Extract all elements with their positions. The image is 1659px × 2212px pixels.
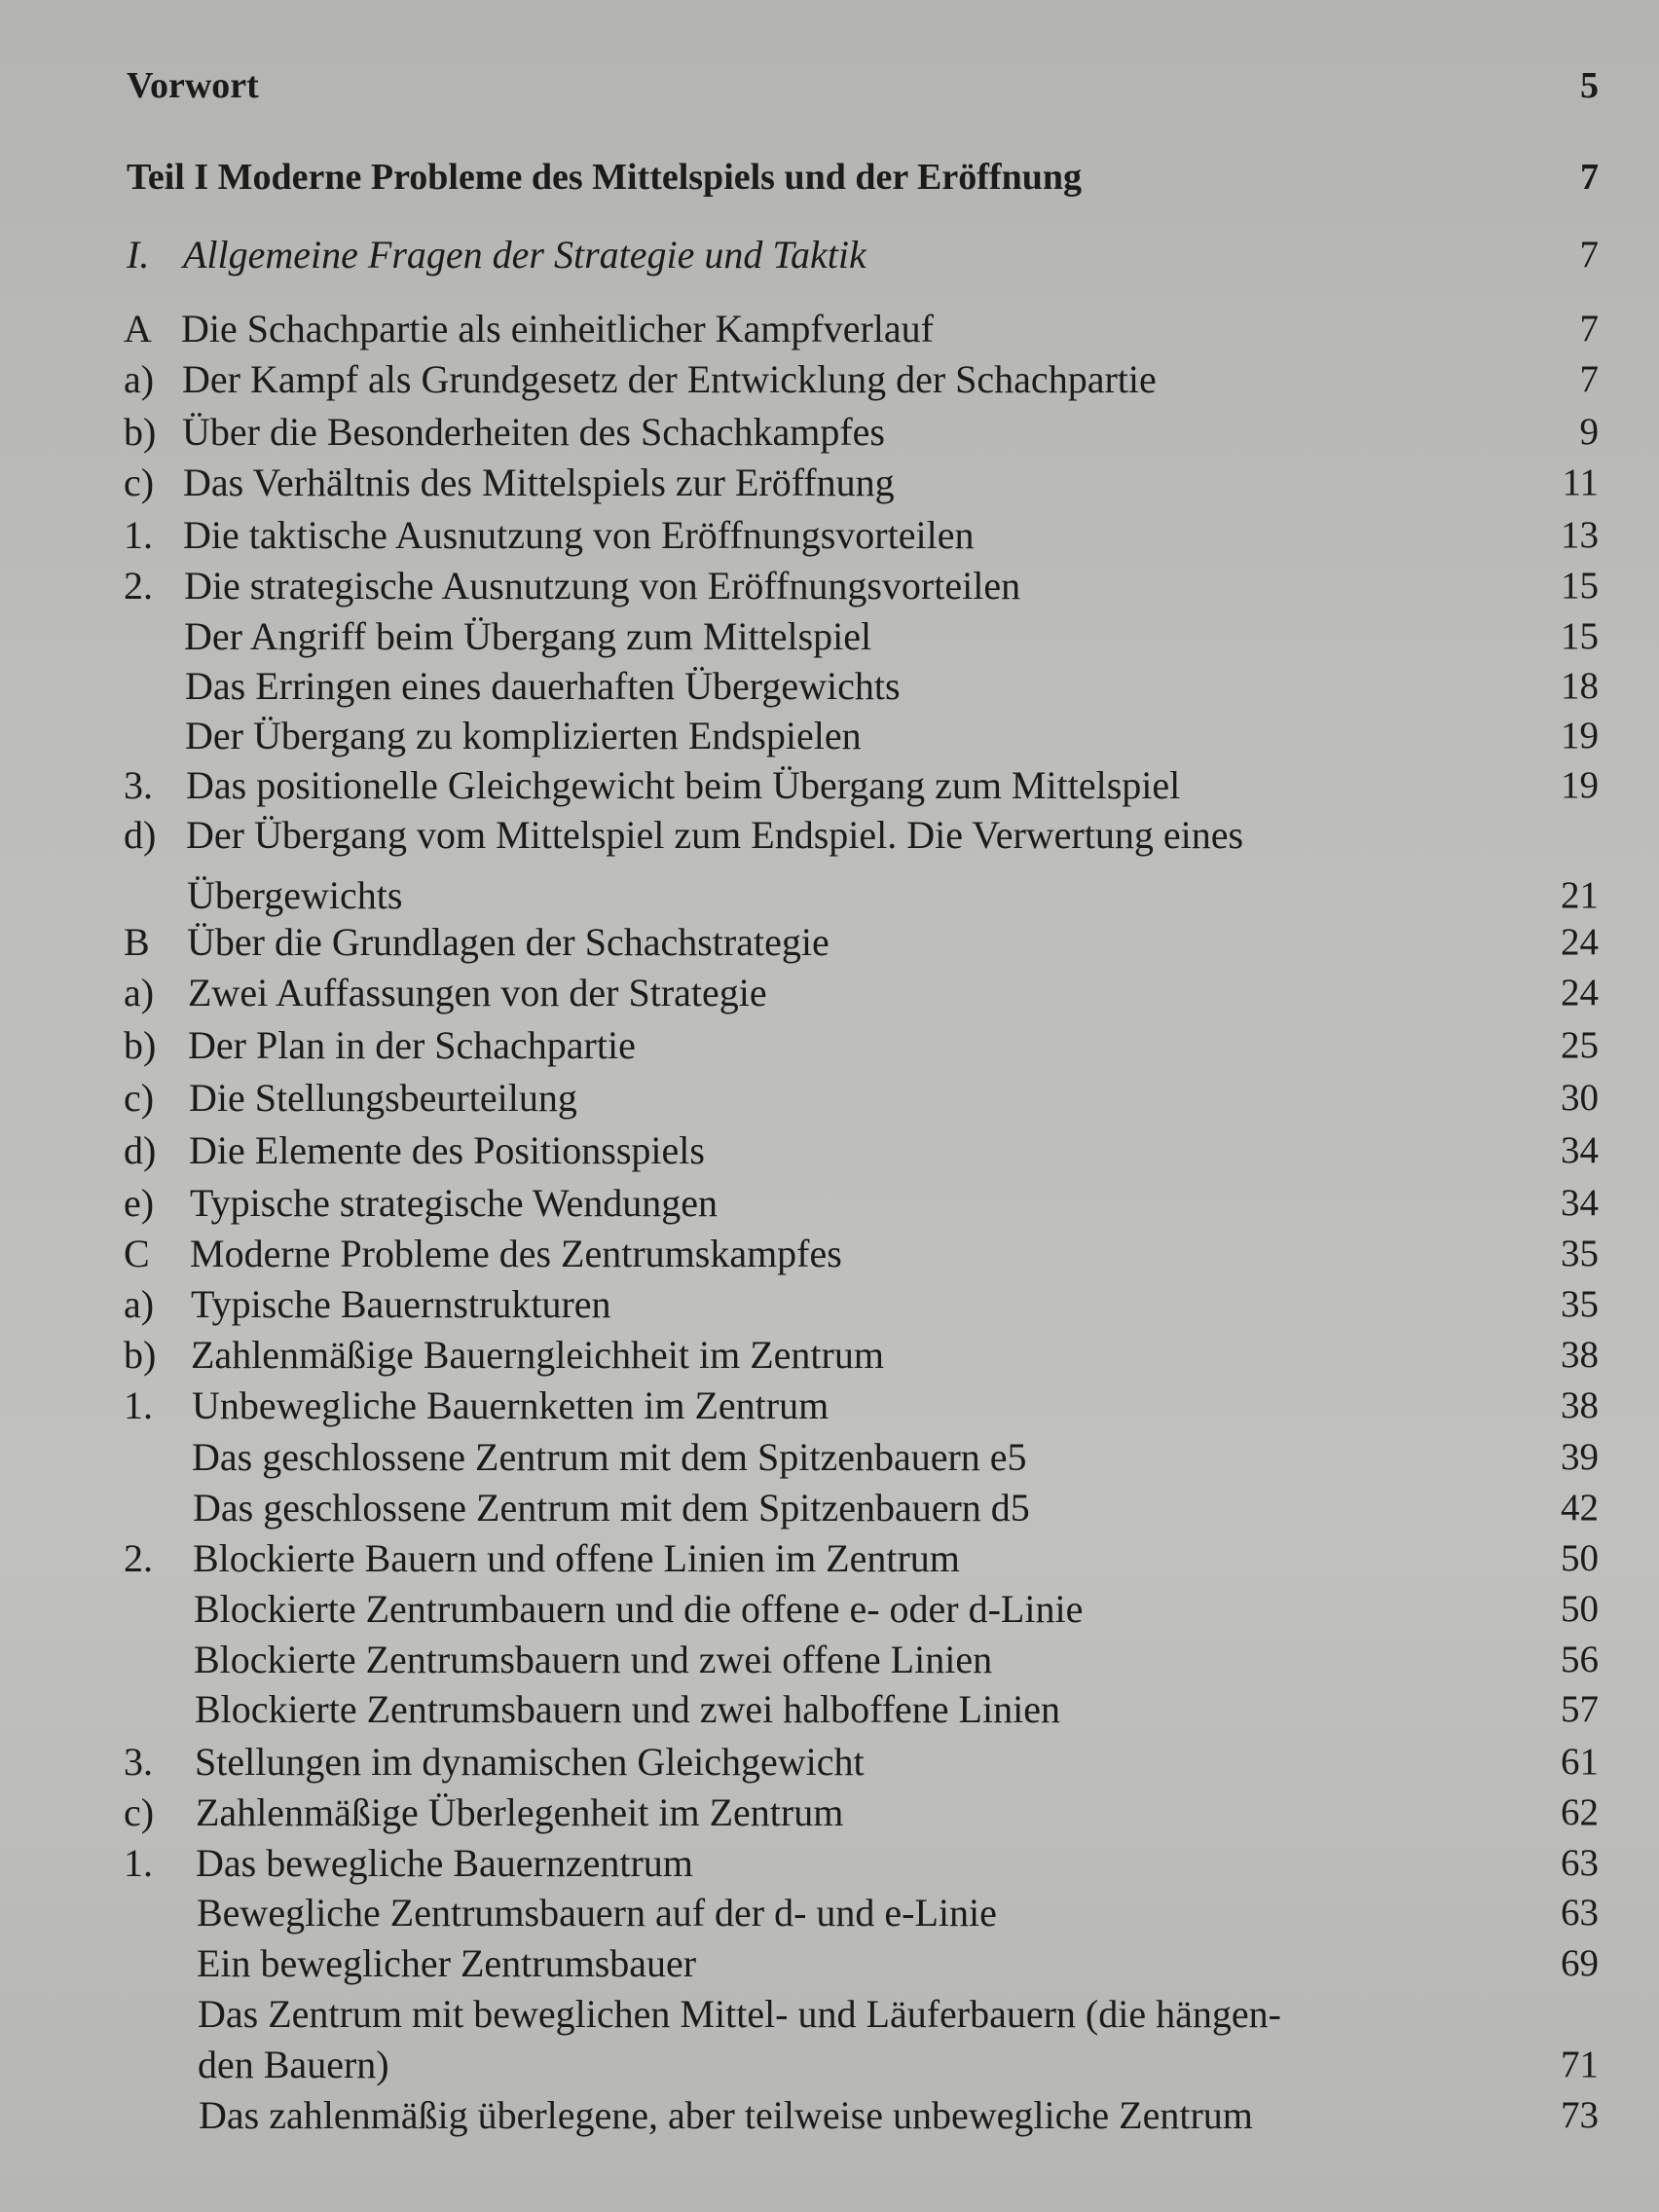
toc-entry-number: I. [127,233,150,276]
toc-entry-title: Ein beweglicher Zentrumsbauer [197,1941,697,1985]
toc-entry-title: Der Übergang vom Mittelspiel zum Endspiel. Die Verwertung eines [186,813,1244,857]
toc-entry-page: 19 [1561,715,1599,756]
toc-entry-title: Der Plan in der Schachpartie [188,1023,636,1067]
toc-entry-title: Übergewichts [187,873,403,917]
toc-entry-title: Teil I Moderne Probleme des Mittelspiels und der Eröffnung [127,157,1082,198]
toc-entry-page: 42 [1561,1487,1599,1529]
toc-entry-title: Stellungen im dynamischen Gleichgewicht [195,1740,865,1784]
toc-entry-title: Moderne Probleme des Zentrumskampfes [190,1232,842,1275]
toc-entry-number: 2. [124,1536,153,1580]
toc-entry-page: 18 [1561,665,1599,707]
toc-entry-page: 38 [1561,1334,1599,1376]
toc-entry-page: 7 [1579,308,1599,350]
toc-entry-title: Das positionelle Gleichgewicht beim Übergang zum Mittelspiel [186,763,1181,807]
toc-entry-page: 56 [1561,1639,1599,1680]
toc-entry-number: e) [124,1181,155,1225]
toc-entry-title: Über die Besonderheiten des Schachkampfes [182,410,885,454]
toc-entry-page: 73 [1561,2094,1599,2136]
toc-entry-number: d) [124,813,157,857]
toc-entry-page: 21 [1561,874,1599,916]
toc-entry-page: 11 [1562,461,1599,503]
toc-entry-page: 71 [1561,2044,1599,2085]
toc-entry-number: b) [124,1023,157,1067]
toc-entry-number: 1. [124,1383,153,1427]
toc-entry-title: Allgemeine Fragen der Strategie und Taktik [183,233,866,276]
toc-entry-title: Die strategische Ausnutzung von Eröffnungsvorteilen [184,564,1021,608]
toc-entry-number: d) [124,1128,157,1172]
toc-entry-title: Zwei Auffassungen von der Strategie [188,971,767,1014]
toc-entry-page: 34 [1561,1182,1599,1224]
toc-entry-page: 38 [1561,1384,1599,1426]
toc-entry-page: 13 [1561,514,1599,556]
toc-entry-number: 2. [124,564,153,608]
toc-entry-number: b) [124,410,157,454]
toc-entry-title: Zahlenmäßige Überlegenheit im Zentrum [196,1790,844,1834]
toc-entry-title: Die Elemente des Positionsspiels [189,1128,705,1172]
toc-entry-page: 34 [1561,1129,1599,1171]
toc-entry-title: Blockierte Bauern und offene Linien im Zentrum [193,1536,960,1580]
toc-entry-title: Über die Grundlagen der Schachstrategie [187,920,830,964]
toc-entry-page: 24 [1561,972,1599,1014]
toc-entry-title: Typische Bauernstrukturen [191,1282,611,1326]
toc-entry-number: c) [124,461,155,504]
toc-entry-title: Die Schachpartie als einheitlicher Kampfverlauf [181,307,934,350]
toc-entry-title: Vorwort [127,65,259,106]
toc-entry-title: Die Stellungsbeurteilung [189,1076,577,1120]
toc-entry-title: Blockierte Zentrumsbauern und zwei offene Linien [194,1638,993,1681]
toc-entry-title: Blockierte Zentrumbauern und die offene e- oder d-Linie [194,1587,1084,1631]
toc-entry-number: C [124,1232,150,1275]
toc-entry-page: 19 [1561,764,1599,806]
toc-entry-title: Das geschlossene Zentrum mit dem Spitzenbauern e5 [192,1435,1027,1479]
toc-entry-page: 15 [1561,565,1599,607]
toc-entry-number: b) [124,1333,157,1377]
toc-entry-title: Das Zentrum mit beweglichen Mittel- und Läuferbauern (die hängen- [198,1992,1281,2036]
toc-entry-page: 50 [1561,1537,1599,1579]
toc-entry-number: c) [124,1790,155,1834]
toc-entry-page: 24 [1561,921,1599,963]
toc-entry-page: 35 [1561,1233,1599,1274]
toc-entry-page: 69 [1561,1942,1599,1984]
toc-entry-page: 5 [1580,65,1599,106]
toc-entry-page: 63 [1561,1892,1599,1934]
toc-entry-number: A [124,307,152,350]
toc-entry-page: 7 [1579,358,1599,400]
toc-entry-page: 61 [1561,1741,1599,1783]
toc-entry-title: Typische strategische Wendungen [190,1181,718,1225]
toc-entry-page: 7 [1580,157,1599,198]
toc-entry-page: 9 [1579,411,1599,453]
toc-entry-page: 25 [1561,1024,1599,1066]
toc-entry-number: 3. [124,1740,153,1784]
toc-entry-title: Der Übergang zu komplizierten Endspielen [185,714,862,757]
toc-entry-number: c) [124,1076,155,1120]
toc-entry-page: 15 [1561,615,1599,657]
toc-entry-page: 57 [1561,1688,1599,1730]
toc-entry-title: Zahlenmäßige Bauerngleichheit im Zentrum [191,1333,884,1377]
toc-entry-page: 7 [1579,234,1599,276]
toc-entry-title: Blockierte Zentrumsbauern und zwei halboffene Linien [195,1687,1060,1731]
toc-entry-title: Der Angriff beim Übergang zum Mittelspiel [184,614,872,658]
toc-entry-number: a) [124,971,155,1014]
toc-entry-title: Das Verhältnis des Mittelspiels zur Eröffnung [183,461,895,504]
toc-entry-title: Das geschlossene Zentrum mit dem Spitzenbauern d5 [193,1486,1030,1530]
toc-entry-page: 63 [1561,1842,1599,1884]
toc-entry-number: 1. [124,513,153,557]
toc-entry-title: Der Kampf als Grundgesetz der Entwicklung der Schachpartie [182,357,1157,401]
toc-entry-title: Das zahlenmäßig überlegene, aber teilweise unbewegliche Zentrum [199,2093,1253,2137]
toc-entry-title: Die taktische Ausnutzung von Eröffnungsvorteilen [183,513,975,557]
toc-entry-page: 50 [1561,1588,1599,1630]
toc-entry-title: Das Erringen eines dauerhaften Übergewichts [185,664,901,708]
toc-entry-page: 39 [1561,1436,1599,1478]
toc-entry-page: 62 [1561,1791,1599,1833]
toc-entry-number: a) [124,357,155,401]
toc-entry-page: 35 [1561,1283,1599,1325]
toc-entry-number: 1. [124,1841,153,1885]
toc-entry-number: a) [124,1282,155,1326]
toc-entry-number: 3. [124,763,153,807]
toc-entry-number: B [124,920,150,964]
toc-entry-title: Bewegliche Zentrumsbauern auf der d- und e-Linie [197,1891,997,1935]
toc-entry-title: den Bauern) [198,2043,389,2086]
toc-entry-page: 30 [1561,1077,1599,1119]
toc-entry-title: Unbewegliche Bauernketten im Zentrum [192,1383,830,1427]
toc-entry-title: Das bewegliche Bauernzentrum [196,1841,693,1885]
